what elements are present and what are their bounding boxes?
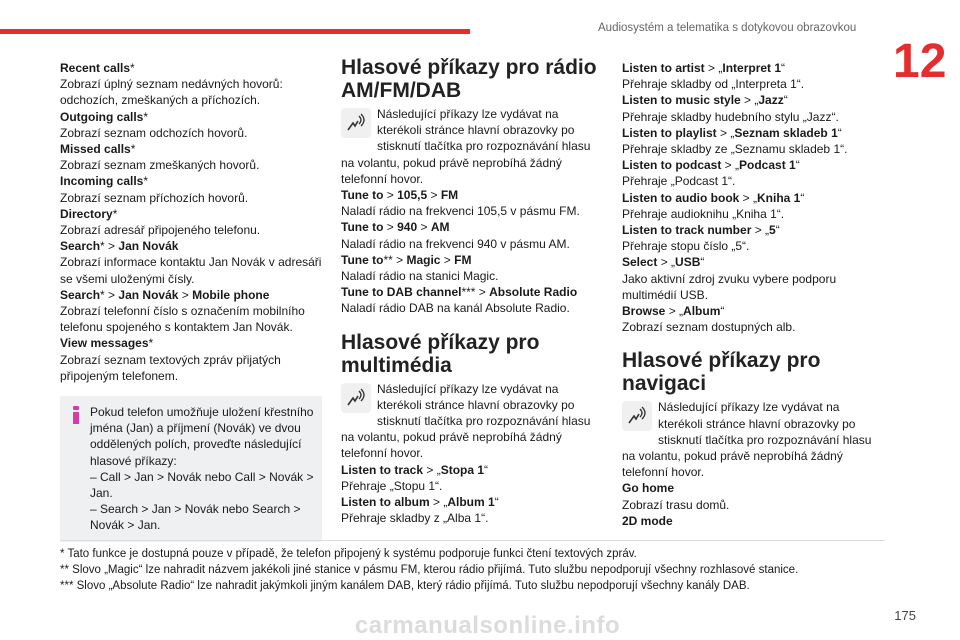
column-3 (622, 60, 884, 529)
phone-command-desc: Zobrazí seznam odchozích hovorů. (60, 125, 248, 140)
heading-radio: Hlasové příkazy pro rádio AM/FM/DAB (341, 56, 597, 102)
info-line-2: – Search > Jan > Novák nebo Search > Novák > Jan. (90, 502, 301, 533)
voice-command-desc: Přehraje skladby hudebního stylu „Jazz“. (622, 109, 839, 124)
intro-multimedia-text: Následující příkazy lze vydávat na kterékoli stránce hlavní obrazovky po stisknutí tlačítka pro rozpoznávání hlasu na volantu, pokud právě neprobíhá žádný telefonní hovor. (341, 381, 591, 461)
voice-command-desc: Přehraje „Stopu 1“. (341, 478, 443, 493)
phone-command-desc: Zobrazí adresář připojeného telefonu. (60, 223, 261, 238)
intro-navigation-text: Následující příkazy lze vydávat na kterékoli stránce hlavní obrazovky po stisknutí tlačítka pro rozpoznávání hlasu na volantu, pokud právě neprobíhá žádný telefonní hovor. (622, 400, 872, 480)
command-go-home: Go home (622, 481, 675, 496)
voice-command-icon (622, 401, 652, 431)
footnote-3: *** Slovo „Absolute Radio“ lze nahradit jakýmkoli jiným kanálem DAB, který rádio přijímá. Tuto službu nepodporují všechny kanály DAB. (60, 580, 750, 592)
command-search-mobile-desc: Zobrazí telefonní číslo s označením mobilního telefonu spojeného s kontaktem Jan Novák. (60, 304, 305, 335)
voice-command-desc: Naladí rádio na stanici Magic. (341, 269, 499, 284)
footnote-divider (60, 540, 885, 541)
footnotes (60, 546, 900, 594)
command-2d-mode: 2D mode (622, 513, 673, 528)
voice-command: Listen to music style > „Jazz“ (622, 93, 788, 108)
phone-command: Outgoing calls* (60, 109, 149, 124)
phone-commands-list (60, 60, 322, 238)
chapter-number: 12 (893, 35, 947, 88)
info-box (60, 396, 322, 542)
radio-commands-list (341, 187, 603, 317)
command-search-mobile: Search* > Jan Novák > Mobile phone (60, 287, 270, 302)
multimedia-commands-list-continued (622, 60, 884, 335)
phone-command: Incoming calls* (60, 174, 149, 189)
multimedia-commands-list (341, 462, 603, 527)
phone-command-desc: Zobrazí seznam příchozích hovorů. (60, 190, 249, 205)
column-1 (60, 60, 322, 542)
phone-command: Directory* (60, 206, 118, 221)
voice-command-desc: Přehraje „Podcast 1“. (622, 174, 736, 189)
voice-command-desc: Zobrazí seznam dostupných alb. (622, 320, 796, 335)
voice-command-desc: Přehraje skladby z „Alba 1“. (341, 511, 489, 526)
heading-navigation: Hlasové příkazy pro navigaci (622, 349, 821, 396)
info-icon (70, 406, 82, 424)
voice-command-desc: Přehraje skladby ze „Seznamu skladeb 1“. (622, 142, 848, 157)
voice-command: Listen to album > „Album 1“ (341, 495, 499, 510)
voice-command: Tune to > 940 > AM (341, 220, 450, 235)
footnote-2: ** Slovo „Magic“ lze nahradit názvem jakékoli jiné stanice v pásmu FM, kterou rádio přijímá. Tuto službu nepodporují všechny rozhlasové stanice. (60, 564, 799, 576)
phone-command-desc: Zobrazí seznam zmeškaných hovorů. (60, 158, 260, 173)
watermark: carmanualsonline.info (354, 612, 621, 639)
phone-command-desc: Zobrazí úplný seznam nedávných hovorů: odchozích, zmeškaných a příchozích. (60, 77, 283, 108)
voice-command: Listen to track number > „5“ (622, 223, 780, 238)
voice-command: Listen to playlist > „Seznam skladeb 1“ (622, 125, 842, 140)
voice-command: Listen to audio book > „Kniha 1“ (622, 190, 805, 205)
voice-command: Browse > „Album“ (622, 304, 725, 319)
voice-command-desc: Naladí rádio DAB na kanál Absolute Radio. (341, 301, 570, 316)
voice-command-desc: Přehraje stopu číslo „5“. (622, 239, 750, 254)
footnote-1: * Tato funkce je dostupná pouze v případě, že telefon připojený k systému podporuje funkci čtení textových zpráv. (60, 548, 637, 560)
header-accent-bar (0, 29, 470, 34)
command-search-contact: Search* > Jan Novák (60, 239, 179, 254)
command-search-contact-desc: Zobrazí informace kontaktu Jan Novák v adresáři se všemi uloženými čísly. (60, 255, 322, 286)
voice-command: Listen to track > „Stopa 1“ (341, 462, 489, 477)
voice-command: Tune to > 105,5 > FM (341, 188, 459, 203)
voice-command-desc: Přehraje skladby od „Interpreta 1“. (622, 77, 805, 92)
info-line-1: – Call > Jan > Novák nebo Call > Novák > Jan. (90, 469, 314, 501)
voice-command: Listen to podcast > „Podcast 1“ (622, 158, 800, 173)
voice-command: Tune to DAB channel*** > Absolute Radio (341, 285, 578, 300)
voice-command-desc: Jako aktivní zdroj zvuku vybere podporu multimédií USB. (622, 271, 837, 302)
intro-multimedia (341, 381, 603, 462)
heading-multimedia: Hlasové příkazy pro multimédia (341, 330, 540, 377)
voice-command-desc: Naladí rádio na frekvenci 105,5 v pásmu FM. (341, 204, 580, 219)
intro-radio-text: Následující příkazy lze vydávat na kterékoli stránce hlavní obrazovky po stisknutí tlačítka pro rozpoznávání hlasu na volantu, pokud právě neprobíhá žádný telefonní hovor. (341, 107, 591, 186)
voice-command: Listen to artist > „Interpret 1“ (622, 61, 786, 75)
phone-command: Missed calls* (60, 142, 136, 157)
intro-radio (341, 106, 603, 187)
info-text: Pokud telefon umožňuje uložení křestního jména (Jan) a příjmení (Novák) ve dvou oddělených polích, proveďte následující hlasové příkazy: (90, 405, 314, 468)
phone-command: Recent calls* (60, 61, 135, 75)
voice-command: Select > „USB“ (622, 255, 705, 270)
command-go-home-desc: Zobrazí trasu domů. (622, 497, 730, 512)
column-2 (341, 56, 603, 526)
voice-command-desc: Přehraje audioknihu „Kniha 1“. (622, 206, 785, 221)
command-view-messages-desc: Zobrazí seznam textových zpráv přijatých připojeným telefonem. (60, 352, 281, 383)
page-number: 175 (894, 608, 916, 623)
command-view-messages: View messages* (60, 336, 154, 351)
voice-command-icon (341, 108, 371, 138)
intro-navigation (622, 399, 884, 480)
voice-command-icon (341, 383, 371, 413)
voice-command-desc: Naladí rádio na frekvenci 940 v pásmu AM. (341, 236, 570, 251)
chapter-title: Audiosystém a telematika s dotykovou obrazovkou (598, 22, 857, 34)
voice-command: Tune to** > Magic > FM (341, 252, 472, 267)
